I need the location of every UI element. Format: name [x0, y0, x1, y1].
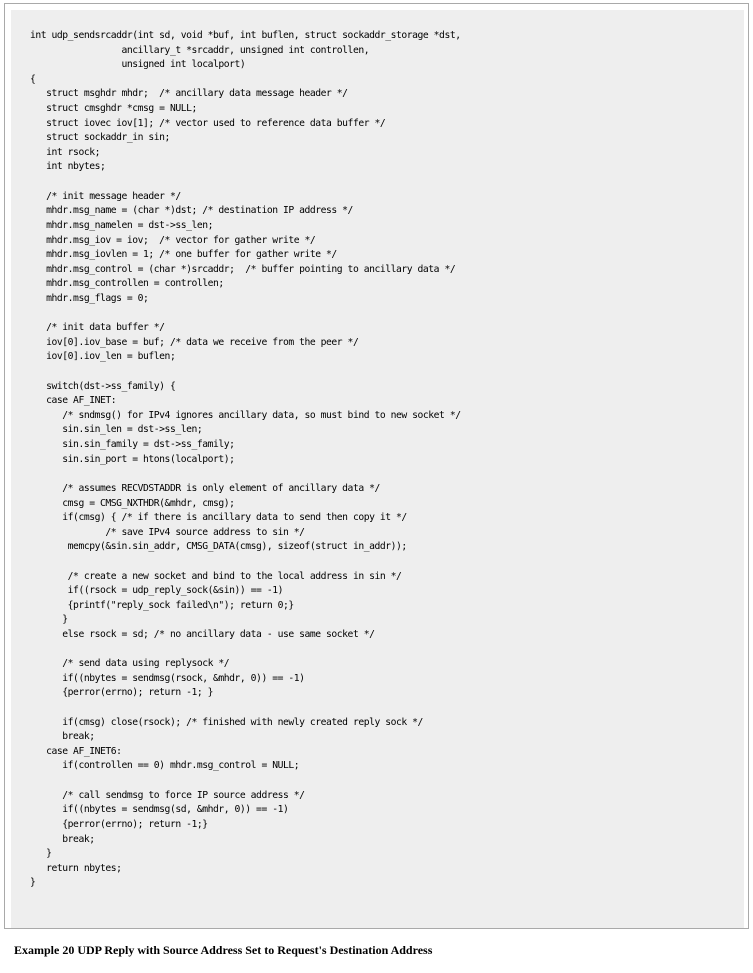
code-line [30, 365, 744, 380]
code-line: sin.sin_family = dst->ss_family; [30, 439, 235, 451]
code-line: iov[0].iov_base = buf; /* data we receive from the peer */ [30, 336, 359, 348]
code-line: unsigned int localport) [30, 59, 246, 71]
code-line: switch(dst->ss_family) { [30, 380, 176, 392]
example-caption: Example 20 UDP Reply with Source Address Set to Request's Destination Address [14, 943, 433, 957]
code-line: mhdr.msg_name = (char *)dst; /* destination IP address */ [30, 205, 353, 217]
code-line: if((rsock = udp_reply_sock(&sin)) == -1) [30, 585, 283, 597]
code-line: struct sockaddr_in sin; [30, 132, 170, 144]
code-line: /* save IPv4 source address to sin */ [30, 526, 305, 538]
code-line: cmsg = CMSG_NXTHDR(&mhdr, cmsg); [30, 497, 235, 509]
code-line [30, 555, 744, 570]
code-line: sin.sin_len = dst->ss_len; [30, 424, 203, 436]
code-line: struct cmsghdr *cmsg = NULL; [30, 103, 197, 115]
code-line: /* call sendmsg to force IP source address */ [30, 789, 305, 801]
code-line: mhdr.msg_flags = 0; [30, 292, 149, 304]
code-line: break; [30, 731, 95, 743]
code-line: /* send data using replysock */ [30, 658, 230, 670]
code-line: ancillary_t *srcaddr, unsigned int controllen, [30, 44, 370, 56]
code-line: } [30, 848, 52, 860]
code-line [30, 643, 744, 658]
code-listing [11, 10, 744, 928]
code-line: case AF_INET6: [30, 745, 122, 757]
code-line: struct msghdr mhdr; /* ancillary data message header */ [30, 88, 348, 100]
code-line: mhdr.msg_iov = iov; /* vector for gather write */ [30, 234, 316, 246]
code-line: if((nbytes = sendmsg(sd, &mhdr, 0)) == -1) [30, 804, 289, 816]
code-line: struct iovec iov[1]; /* vector used to reference data buffer */ [30, 117, 386, 129]
code-line: sin.sin_port = htons(localport); [30, 453, 235, 465]
code-line: {perror(errno); return -1;} [30, 818, 208, 830]
code-line: { [30, 73, 36, 85]
code-line: if(cmsg) { /* if there is ancillary data to send then copy it */ [30, 512, 407, 524]
code-line: {perror(errno); return -1; } [30, 687, 214, 699]
code-line: mhdr.msg_namelen = dst->ss_len; [30, 219, 214, 231]
code-line: memcpy(&sin.sin_addr, CMSG_DATA(cmsg), sizeof(struct in_addr)); [30, 541, 407, 553]
code-line: int rsock; [30, 146, 100, 158]
code-line: {printf("reply_sock failed\n"); return 0;} [30, 599, 294, 611]
code-line: mhdr.msg_iovlen = 1; /* one buffer for gather write */ [30, 249, 337, 261]
code-line: mhdr.msg_control = (char *)srcaddr; /* buffer pointing to ancillary data */ [30, 263, 456, 275]
code-listing-frame [4, 3, 749, 929]
code-line: /* init data buffer */ [30, 322, 165, 334]
code-line: break; [30, 833, 95, 845]
code-line [30, 774, 744, 789]
code-line: } [30, 614, 68, 626]
code-line: /* sndmsg() for IPv4 ignores ancillary data, so must bind to new socket */ [30, 409, 461, 421]
code-line: int udp_sendsrcaddr(int sd, void *buf, int buflen, struct sockaddr_storage *dst, [30, 30, 461, 41]
code-line: if(controllen == 0) mhdr.msg_control = NULL; [30, 760, 300, 772]
code-line: /* assumes RECVDSTADDR is only element of ancillary data */ [30, 482, 380, 494]
code-line: if((nbytes = sendmsg(rsock, &mhdr, 0)) == -1) [30, 672, 305, 684]
code-line: /* create a new socket and bind to the local address in sin */ [30, 570, 402, 582]
code-line: } [30, 877, 36, 889]
code-line: case AF_INET: [30, 395, 117, 407]
code-line: else rsock = sd; /* no ancillary data - use same socket */ [30, 628, 375, 640]
code-line [30, 307, 744, 322]
code-line: int nbytes; [30, 161, 106, 173]
code-line [30, 175, 744, 190]
code-line: iov[0].iov_len = buflen; [30, 351, 176, 363]
code-line: return nbytes; [30, 862, 122, 874]
code-line: /* init message header */ [30, 190, 181, 202]
code-line: mhdr.msg_controllen = controllen; [30, 278, 224, 290]
code-line [30, 701, 744, 716]
code-line [30, 467, 744, 482]
code-line: if(cmsg) close(rsock); /* finished with newly created reply sock */ [30, 716, 423, 728]
